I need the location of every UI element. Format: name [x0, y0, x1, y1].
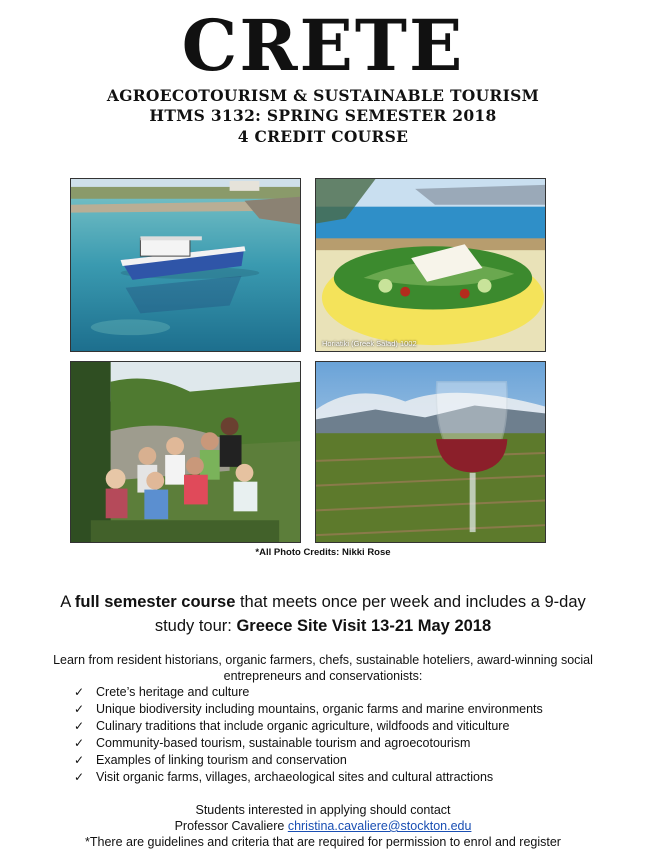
check-icon: ✓	[74, 735, 85, 750]
boat-photo	[70, 178, 301, 352]
list-item-text: Crete’s heritage and culture	[96, 685, 250, 699]
page-title: CRETE	[181, 4, 465, 87]
course-lead	[40, 590, 606, 638]
list-item-text: Unique biodiversity including mountains, organic farms and marine environments	[96, 701, 543, 716]
greek-salad-photo	[315, 178, 546, 352]
check-icon: ✓	[74, 752, 85, 767]
lead-bold-2: Greece Site Visit 13-21 May 2018	[236, 617, 492, 635]
lead-bold-1: full semester course	[74, 593, 236, 611]
intro-text: Learn from resident historians, organic farmers, chefs, sustainable hoteliers, award-winning social entrepreneurs and conservationists:	[53, 653, 593, 683]
contact-line: Students interested in applying should contact	[195, 803, 451, 817]
student-group-photo	[70, 361, 301, 543]
check-icon: ✓	[74, 718, 85, 733]
list-item-text: Examples of linking tourism and conservation	[96, 752, 347, 767]
professor-name: Professor Cavaliere	[174, 819, 288, 833]
list-item-text: Visit organic farms, villages, archaeological sites and cultural attractions	[96, 769, 494, 784]
wine-vineyard-photo	[315, 361, 546, 543]
lead-text-2: that meets once per week and includes a 9-day study tour:	[154, 593, 586, 635]
list-item	[74, 701, 543, 718]
list-item	[74, 718, 543, 735]
list-item	[74, 769, 543, 786]
registration-note: *There are guidelines and criteria that are required for permission to enrol and register	[85, 835, 561, 849]
check-icon: ✓	[74, 769, 85, 784]
lead-text-1: A	[60, 593, 75, 611]
contact-block	[0, 802, 646, 850]
list-item-text: Community-based tourism, sustainable tourism and agroecotourism	[96, 735, 471, 750]
contact-professor	[0, 818, 646, 834]
course-subtitle: AGROECOTOURISM & SUSTAINABLE TOURISM	[106, 86, 540, 105]
list-item	[74, 735, 543, 752]
list-item	[74, 684, 543, 701]
photo-credit: *All Photo Credits: Nikki Rose	[255, 547, 391, 558]
check-icon: ✓	[74, 685, 85, 699]
list-item-text: Culinary traditions that include organic agriculture, wildfoods and viticulture	[96, 718, 510, 733]
salad-caption: Horiatiki (Greek Salad) 1002	[322, 339, 417, 348]
course-credits: 4 CREDIT COURSE	[237, 127, 409, 146]
topic-list	[74, 684, 543, 785]
course-code: HTMS 3132: SPRING SEMESTER 2018	[149, 106, 497, 125]
email-link[interactable]: christina.cavaliere@stockton.edu	[287, 819, 472, 833]
check-icon: ✓	[74, 701, 85, 716]
list-item	[74, 752, 543, 769]
